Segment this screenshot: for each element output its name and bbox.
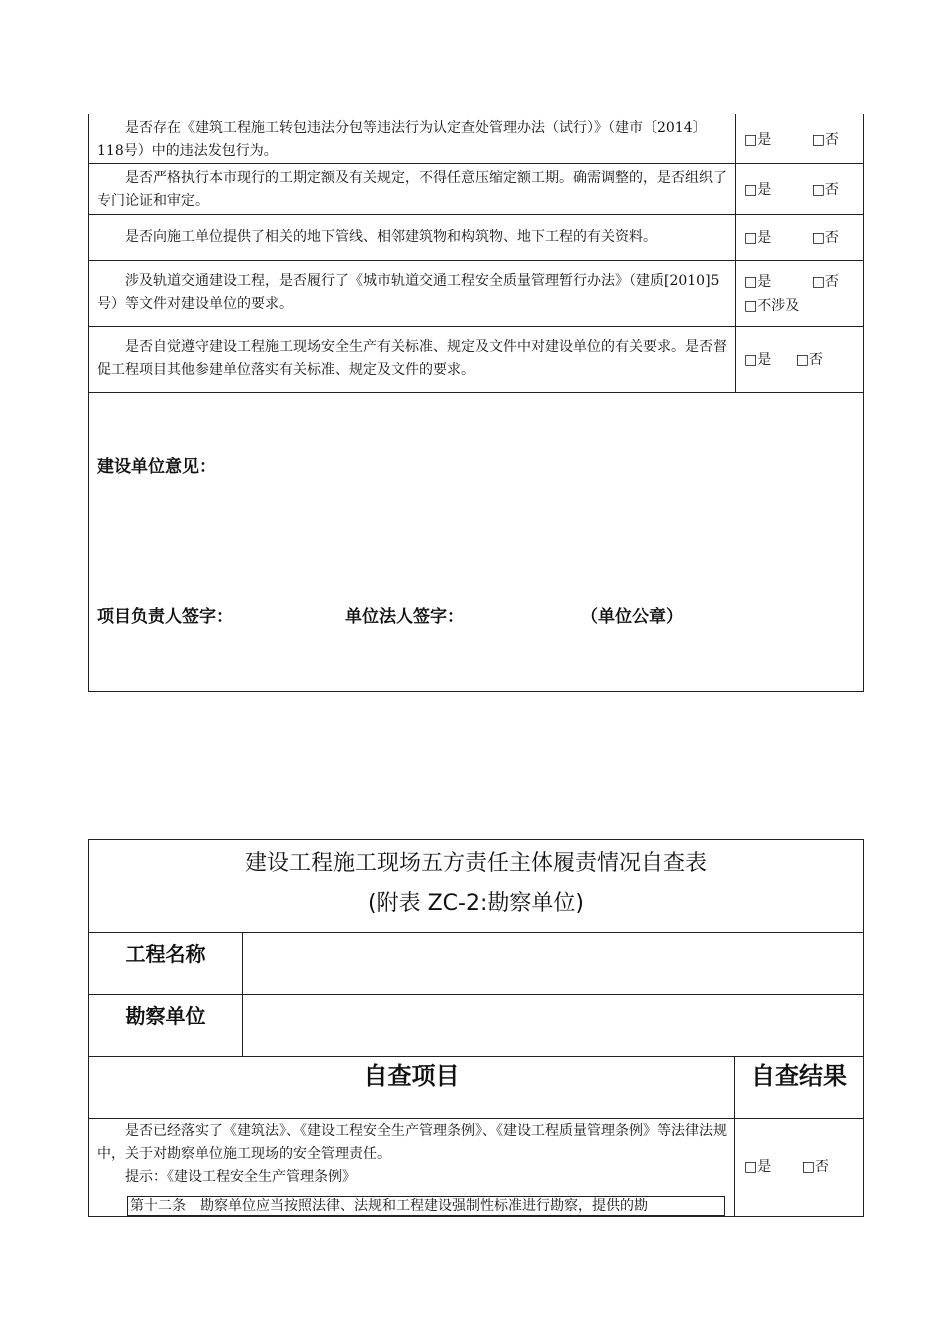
form-title: 建设工程施工现场五方责任主体履责情况自查表 [244,851,707,876]
table-row [89,114,863,164]
no-checkbox[interactable]: □否 [811,132,839,148]
yes-checkbox[interactable]: □是 [744,230,772,246]
table-row [89,327,863,393]
table-row [89,164,863,215]
answer-options [744,128,859,152]
survey-unit-label: 勘察单位 [89,994,243,1056]
project-name-label: 工程名称 [89,932,243,994]
no-checkbox[interactable]: □否 [795,352,823,368]
table-row [89,261,863,327]
answer-options [744,178,859,202]
header-check-result: 自查结果 [751,1062,847,1090]
yes-checkbox[interactable]: □是 [744,1159,772,1175]
yes-checkbox[interactable]: □是 [744,132,772,148]
building-unit-checklist-table [88,114,864,692]
table-row [89,215,863,261]
project-lead-signature-label: 项目负责人签字： [97,607,233,627]
form-subtitle: (附表 ZC-2:勘察单位) [368,891,584,916]
survey-unit-checklist-table [88,839,864,1217]
header-check-item: 自查项目 [89,1056,735,1118]
no-checkbox[interactable]: □否 [811,182,839,198]
legal-rep-signature-label: 单位法人签字： [345,607,464,627]
table-header-row [89,1056,863,1119]
no-checkbox[interactable]: □否 [811,230,839,246]
project-name-field[interactable] [243,932,863,994]
answer-options [744,270,859,318]
not-applicable-checkbox[interactable]: □不涉及 [744,298,800,314]
no-checkbox[interactable]: □否 [811,274,839,290]
check-item-text: 是否已经落实了《建筑法》、《建设工程安全生产管理条例》、《建设工程质量管理条例》等法律法规中，关于对勘察单位施工现场的安全管理责任。 [97,1123,727,1162]
table-row [89,1118,863,1216]
answer-options [744,226,859,250]
hint-text: 提示：《建设工程安全生产管理条例》 [125,1169,356,1185]
check-item-text: 是否严格执行本市现行的工期定额及有关规定，不得任意压缩定额工期。确需调整的，是否组织了专门论证和审定。 [97,170,727,209]
check-item-text: 是否自觉遵守建设工程施工现场安全生产有关标准、规定及文件中对建设单位的有关要求。是否督促工程项目其他参建单位落实有关标准、规定及文件的要求。 [97,339,727,378]
no-checkbox[interactable]: □否 [801,1159,829,1175]
seal-label: （单位公章） [581,607,683,627]
yes-checkbox[interactable]: □是 [744,352,772,368]
opinion-label: 建设单位意见： [97,457,216,477]
article-excerpt: 第十二条 勘察单位应当按照法律、法规和工程建设强制性标准进行勘察，提供的勘 [127,1196,725,1216]
project-name-row [89,932,863,995]
yes-checkbox[interactable]: □是 [744,274,772,290]
check-item-text: 涉及轨道交通建设工程，是否履行了《城市轨道交通工程安全质量管理暂行办法》（建质[2010]5号）等文件对建设单位的要求。 [97,273,720,312]
answer-options [744,348,859,372]
survey-unit-field[interactable] [243,994,863,1056]
check-item-text: 是否向施工单位提供了相关的地下管线、相邻建筑物和构筑物、地下工程的有关资料。 [125,229,657,245]
survey-unit-row [89,994,863,1057]
answer-options [744,1156,829,1176]
form-title-block [89,840,863,933]
check-item-text: 是否存在《建筑工程施工转包违法分包等违法行为认定查处管理办法（试行）》（建市〔2014〕118号）中的违法发包行为。 [97,120,707,159]
yes-checkbox[interactable]: □是 [744,182,772,198]
